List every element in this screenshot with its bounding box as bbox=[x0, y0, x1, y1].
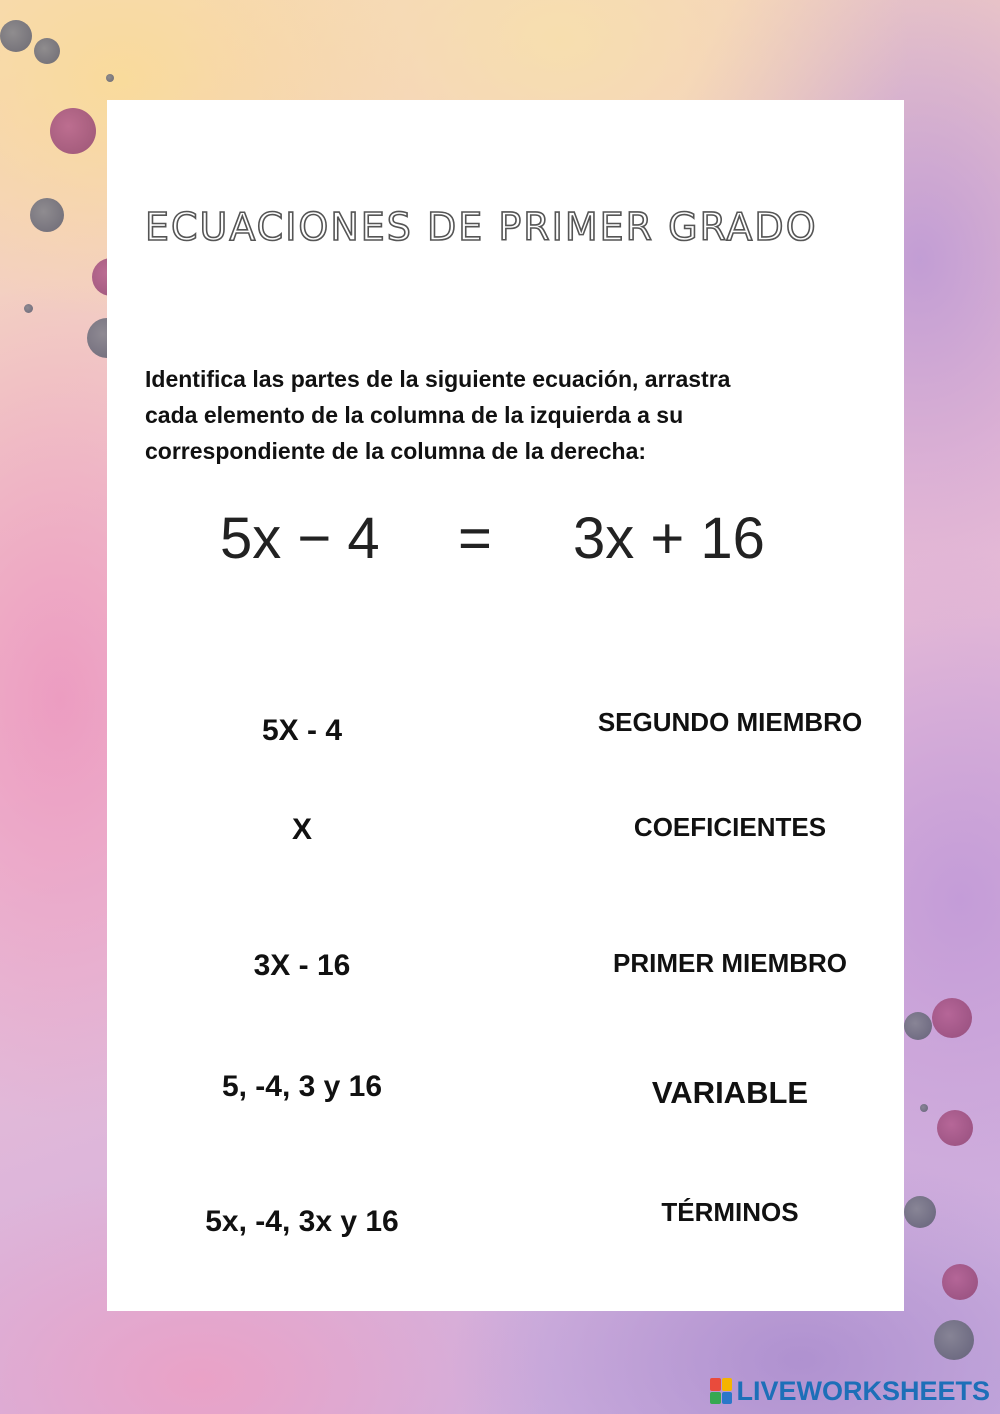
drag-item-3x-minus-16[interactable]: 3X - 16 bbox=[253, 949, 351, 982]
drag-item-terms-list[interactable]: 5x, -4, 3x y 16 bbox=[205, 1205, 399, 1238]
decorative-dot bbox=[0, 20, 32, 52]
decorative-dot bbox=[920, 1104, 928, 1112]
drop-target-variable[interactable]: VARIABLE bbox=[651, 1075, 809, 1110]
page-title: ECUACIONES DE PRIMER GRADO bbox=[145, 205, 818, 250]
drag-item-5x-minus-4[interactable]: 5X - 4 bbox=[261, 714, 343, 747]
equation-right-member: 3x + 16 bbox=[573, 506, 765, 571]
decorative-dot bbox=[932, 998, 972, 1038]
decorative-dot bbox=[24, 304, 33, 313]
decorative-dot bbox=[942, 1264, 978, 1300]
worksheet-card bbox=[107, 100, 904, 1311]
decorative-dot bbox=[50, 108, 96, 154]
liveworksheets-logo-icon bbox=[710, 1378, 732, 1404]
drop-target-terminos[interactable]: TÉRMINOS bbox=[661, 1197, 799, 1227]
drag-item-x[interactable]: X bbox=[291, 813, 312, 846]
decorative-dot bbox=[904, 1196, 936, 1228]
equation-equals-sign: = bbox=[458, 506, 492, 571]
brand-name: LIVEWORKSHEETS bbox=[736, 1375, 990, 1406]
decorative-dot bbox=[30, 198, 64, 232]
liveworksheets-brand bbox=[710, 1376, 990, 1406]
decorative-dot bbox=[904, 1012, 932, 1040]
instructions-text: Identifica las partes de la siguiente ecuación, arrastra cada elemento de la columna de la izquierda a su correspondiente de la columna de la derecha: bbox=[145, 366, 731, 464]
drop-target-primer-miembro[interactable]: PRIMER MIEMBRO bbox=[613, 948, 847, 978]
equation-left-member: 5x − 4 bbox=[220, 506, 380, 571]
drop-target-segundo-miembro[interactable]: SEGUNDO MIEMBRO bbox=[597, 707, 863, 737]
decorative-dot bbox=[937, 1110, 973, 1146]
drop-target-coeficientes[interactable]: COEFICIENTES bbox=[633, 812, 827, 842]
drag-item-coefficients-list[interactable]: 5, -4, 3 y 16 bbox=[221, 1070, 383, 1103]
decorative-dot bbox=[34, 38, 60, 64]
decorative-dot bbox=[934, 1320, 974, 1360]
decorative-dot bbox=[106, 74, 114, 82]
